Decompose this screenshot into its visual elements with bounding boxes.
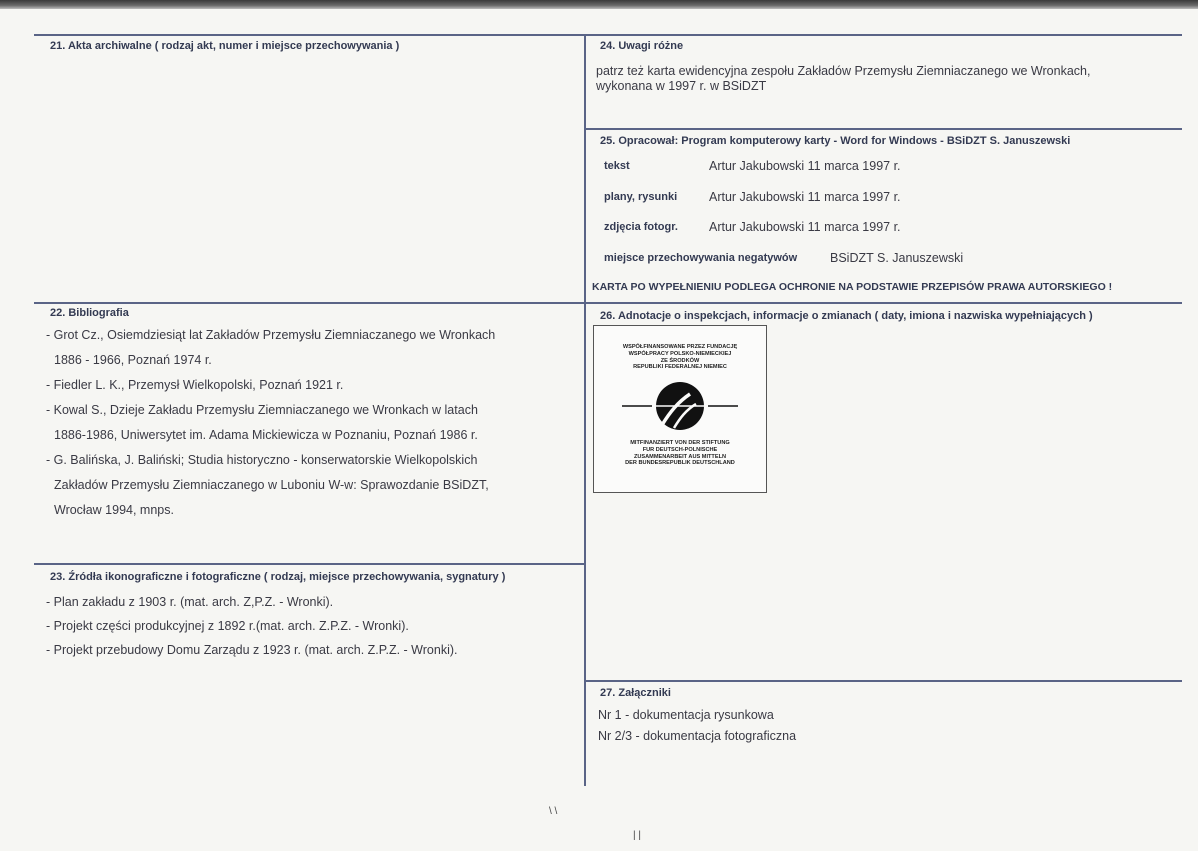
- stamp-text-de: DER BUNDESREPUBLIK DEUTSCHLAND: [625, 460, 735, 467]
- credit-value-text: Artur Jakubowski 11 marca 1997 r.: [709, 159, 901, 173]
- stamp-text-pl: REPUBLIKI FEDERALNEJ NIEMIEC: [633, 364, 727, 371]
- stamp-text-pl: ZE ŚRODKÓW: [660, 357, 700, 364]
- section-23-title: 23. Źródła ikonograficzne i fotograficzne ( rodzaj, miejsce przechowywania, sygnatury ): [50, 571, 506, 583]
- stamp-text-de: FUR DEUTSCH-POLNISCHE: [642, 446, 718, 453]
- section-21-title: 21. Akta archiwalne ( rodzaj akt, numer i miejsce przechowywania ): [50, 40, 400, 52]
- source-line: - Projekt części produkcyjnej z 1892 r.(mat. arch. Z.P.Z. - Wronki).: [46, 619, 409, 633]
- foundation-logo-icon: [622, 382, 738, 434]
- source-line: - Plan zakładu z 1903 r. (mat. arch. Z,P.Z. - Wronki).: [46, 595, 334, 609]
- bibliography-line: - Fiedler L. K., Przemysł Wielkopolski, Poznań 1921 r.: [46, 378, 344, 392]
- stamp-text-pl: WSPÓŁPRACY POLSKO-NIEMIECKIEJ: [628, 350, 732, 357]
- credit-label-negatives: miejsce przechowywania negatywów: [604, 252, 798, 264]
- bibliography-line: - G. Balińska, J. Baliński; Studia historyczno - konserwatorskie Wielkopolskich: [46, 453, 478, 467]
- scan-top-band: [0, 0, 1198, 9]
- credit-label-photos: zdjęcia fotogr.: [604, 221, 678, 233]
- scan-mark: \ \: [549, 806, 558, 817]
- top-rule: [34, 34, 1182, 36]
- scan-mark: | |: [633, 830, 641, 841]
- bibliography-line: - Kowal S., Dzieje Zakładu Przemysłu Ziemniaczanego we Wronkach w latach: [46, 403, 478, 417]
- rule-26-top: [586, 302, 1182, 304]
- credit-value-negatives: BSiDZT S. Januszewski: [830, 251, 964, 265]
- bibliography-line: 1886-1986, Uniwersytet im. Adama Mickiewicza w Poznaniu, Poznań 1986 r.: [54, 428, 478, 442]
- rule-23-top: [34, 563, 584, 565]
- rule-27-top: [586, 680, 1182, 682]
- section-25-title: 25. Opracował: Program komputerowy karty - Word for Windows - BSiDZT S. Januszewski: [600, 135, 1071, 147]
- section-26-title: 26. Adnotacje o inspekcjach, informacje o zmianach ( daty, imiona i nazwiska wypełniających ): [600, 310, 1093, 322]
- remarks-line-1: patrz też karta ewidencyjna zespołu Zakładów Przemysłu Ziemniaczanego we Wronkach,: [596, 64, 1091, 78]
- stamp-text-pl: WSPÓŁFINANSOWANE PRZEZ FUNDACJĘ: [622, 344, 738, 350]
- center-divider: [584, 34, 586, 786]
- copyright-warning: KARTA PO WYPEŁNIENIU PODLEGA OCHRONIE NA PODSTAWIE PRZEPISÓW PRAWA AUTORSKIEGO !: [592, 281, 1113, 293]
- rule-22-top: [34, 302, 584, 304]
- rule-25-top: [586, 128, 1182, 130]
- stamp-text-de: MITFINANZIERT VON DER STIFTUNG: [630, 440, 730, 446]
- credit-label-plans: plany, rysunki: [604, 191, 678, 203]
- bibliography-line: - Grot Cz., Osiemdziesiąt lat Zakładów Przemysłu Ziemniaczanego we Wronkach: [46, 328, 496, 342]
- bibliography-line: Wrocław 1994, mnps.: [54, 503, 174, 517]
- bibliography-line: 1886 - 1966, Poznań 1974 r.: [54, 353, 212, 367]
- credit-value-plans: Artur Jakubowski 11 marca 1997 r.: [709, 190, 901, 204]
- attachment-line: Nr 1 - dokumentacja rysunkowa: [598, 708, 774, 722]
- bibliography-line: Zakładów Przemysłu Ziemniaczanego w Luboniu W-w: Sprawozdanie BSiDZT,: [54, 478, 489, 492]
- section-22-title: 22. Bibliografia: [50, 307, 129, 319]
- section-27-title: 27. Załączniki: [600, 687, 671, 699]
- section-24-title: 24. Uwagi różne: [600, 40, 684, 52]
- remarks-line-2: wykonana w 1997 r. w BSiDZT: [596, 79, 767, 93]
- attachment-line: Nr 2/3 - dokumentacja fotograficzna: [598, 729, 797, 743]
- credit-value-photos: Artur Jakubowski 11 marca 1997 r.: [709, 220, 901, 234]
- credit-label-text: tekst: [604, 160, 630, 172]
- source-line: - Projekt przebudowy Domu Zarządu z 1923 r. (mat. arch. Z.P.Z. - Wronki).: [46, 643, 458, 657]
- foundation-stamp: [593, 325, 767, 493]
- stamp-text-de: ZUSAMMENARBEIT AUS MITTELN: [633, 453, 727, 460]
